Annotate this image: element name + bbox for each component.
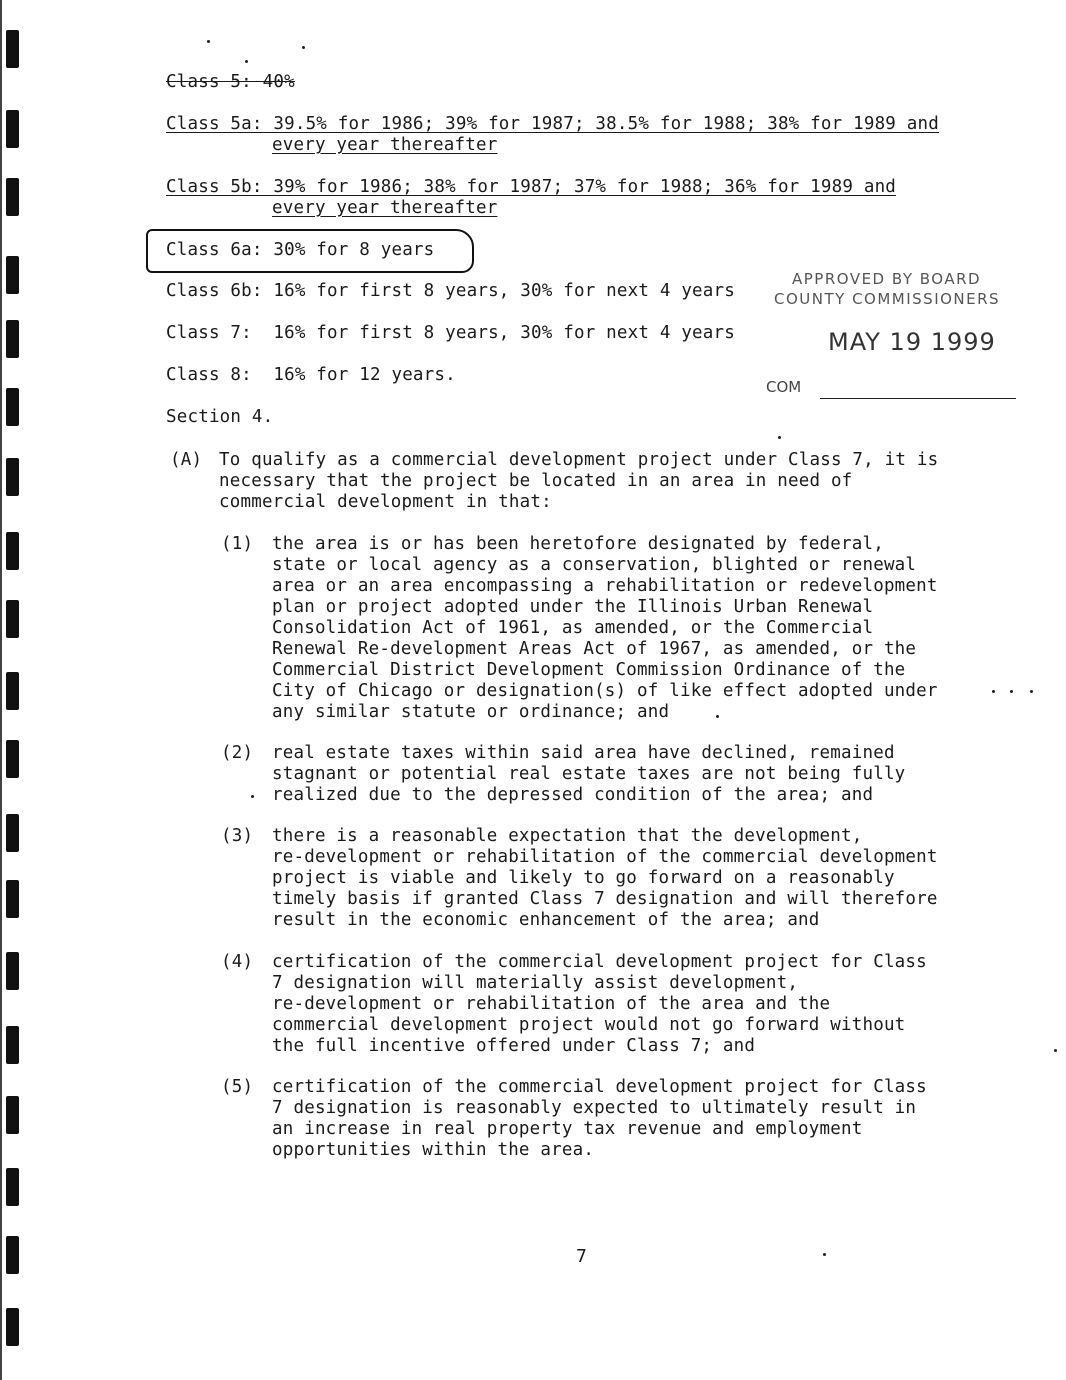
binder-hole xyxy=(6,532,19,570)
item-1-line: any similar statute or ordinance; and xyxy=(272,702,670,722)
class5b-line1: Class 5b: 39% for 1986; 38% for 1987; 37% for 1988; 36% for 1989 and xyxy=(166,177,897,197)
item-1-marker: (1) xyxy=(221,534,254,554)
item-2-line: stagnant or potential real estate taxes are not being fully xyxy=(272,764,906,784)
binder-hole xyxy=(6,814,19,852)
item-3-marker: (3) xyxy=(221,826,254,846)
item-3-line: project is viable and likely to go forward on a reasonably xyxy=(272,868,895,888)
scan-speck xyxy=(823,1253,826,1256)
approval-stamp-com: COM xyxy=(766,378,802,396)
class6a-line: Class 6a: 30% for 8 years xyxy=(166,240,435,260)
binder-hole xyxy=(6,1168,19,1206)
binder-hole xyxy=(6,388,19,426)
binder-hole xyxy=(6,30,19,68)
page-number: 7 xyxy=(576,1246,587,1267)
binder-holes xyxy=(6,30,20,1370)
item-4-line: certification of the commercial development project for Class xyxy=(272,952,927,972)
class5b-line2: every year thereafter xyxy=(272,198,498,218)
binder-hole xyxy=(6,1026,19,1064)
item-5-line: an increase in real property tax revenue and employment xyxy=(272,1119,863,1139)
item-1-line: City of Chicago or designation(s) of like effect adopted under xyxy=(272,681,938,701)
item-1-line: state or local agency as a conservation, blighted or renewal xyxy=(272,555,917,575)
scan-speck xyxy=(207,40,210,43)
binder-hole xyxy=(6,458,19,496)
binder-hole xyxy=(6,1236,19,1274)
item-1-line: Renewal Re-development Areas Act of 1967, as amended, or the xyxy=(272,639,917,659)
binder-hole xyxy=(6,740,19,778)
item-2-line: realized due to the depressed condition of the area; and xyxy=(272,785,874,805)
scan-speck xyxy=(716,715,719,718)
scan-speck xyxy=(1010,690,1013,693)
approval-stamp-date: MAY 19 1999 xyxy=(828,328,996,356)
item-4-line: re-development or rehabilitation of the area and the xyxy=(272,994,831,1014)
binder-hole xyxy=(6,256,19,294)
approval-stamp-line2: COUNTY COMMISSIONERS xyxy=(774,290,1001,308)
binder-hole xyxy=(6,600,19,638)
class5-struck: Class 5: 40% xyxy=(166,72,295,92)
scan-speck xyxy=(302,46,305,49)
item-2-line: real estate taxes within said area have declined, remained xyxy=(272,743,895,763)
item-3-line: re-development or rehabilitation of the commercial development xyxy=(272,847,938,867)
binder-hole xyxy=(6,880,19,918)
class5a-line2: every year thereafter xyxy=(272,135,498,155)
class6b-line: Class 6b: 16% for first 8 years, 30% for next 4 years xyxy=(166,281,736,301)
item-1-line: Consolidation Act of 1961, as amended, or the Commercial xyxy=(272,618,874,638)
binder-hole xyxy=(6,672,19,710)
item-a-line: commercial development in that: xyxy=(219,492,552,512)
item-a-line: To qualify as a commercial development project under Class 7, it is xyxy=(219,450,939,470)
class8-line: Class 8: 16% for 12 years. xyxy=(166,365,456,385)
binder-hole xyxy=(6,110,19,148)
item-5-line: opportunities within the area. xyxy=(272,1140,595,1160)
item-4-line: commercial development project would not go forward without xyxy=(272,1015,906,1035)
item-5-line: certification of the commercial development project for Class xyxy=(272,1077,927,1097)
item-5-marker: (5) xyxy=(221,1077,254,1097)
scan-speck xyxy=(1030,690,1033,693)
item-1-line: Commercial District Development Commission Ordinance of the xyxy=(272,660,906,680)
item-2-marker: (2) xyxy=(221,743,254,763)
item-4-marker: (4) xyxy=(221,952,254,972)
class5a-line1: Class 5a: 39.5% for 1986; 39% for 1987; 38.5% for 1988; 38% for 1989 and xyxy=(166,114,939,134)
binder-hole xyxy=(6,178,19,216)
item-5-line: 7 designation is reasonably expected to ultimately result in xyxy=(272,1098,917,1118)
scan-speck xyxy=(992,690,995,693)
item-4-line: the full incentive offered under Class 7; and xyxy=(272,1036,756,1056)
item-4-line: 7 designation will materially assist development, xyxy=(272,973,799,993)
scan-speck xyxy=(1054,1049,1057,1052)
item-1-line: plan or project adopted under the Illinois Urban Renewal xyxy=(272,597,874,617)
section-heading: Section 4. xyxy=(166,407,274,427)
scan-speck xyxy=(251,795,254,798)
scan-speck xyxy=(245,60,248,63)
item-a-marker: (A) xyxy=(170,450,203,470)
page-edge xyxy=(0,0,2,1380)
binder-hole xyxy=(6,1096,19,1134)
binder-hole xyxy=(6,320,19,358)
binder-hole xyxy=(6,1308,19,1346)
approval-stamp-rule xyxy=(820,398,1016,399)
class7-line: Class 7: 16% for first 8 years, 30% for next 4 years xyxy=(166,323,736,343)
item-3-line: result in the economic enhancement of the area; and xyxy=(272,910,820,930)
item-1-line: the area is or has been heretofore designated by federal, xyxy=(272,534,884,554)
item-3-line: there is a reasonable expectation that the development, xyxy=(272,826,863,846)
binder-hole xyxy=(6,952,19,990)
item-3-line: timely basis if granted Class 7 designation and will therefore xyxy=(272,889,938,909)
approval-stamp-line1: APPROVED BY BOARD xyxy=(792,270,982,288)
item-1-line: area or an area encompassing a rehabilitation or redevelopment xyxy=(272,576,938,596)
item-a-line: necessary that the project be located in an area in need of xyxy=(219,471,853,491)
scan-speck xyxy=(778,436,781,439)
